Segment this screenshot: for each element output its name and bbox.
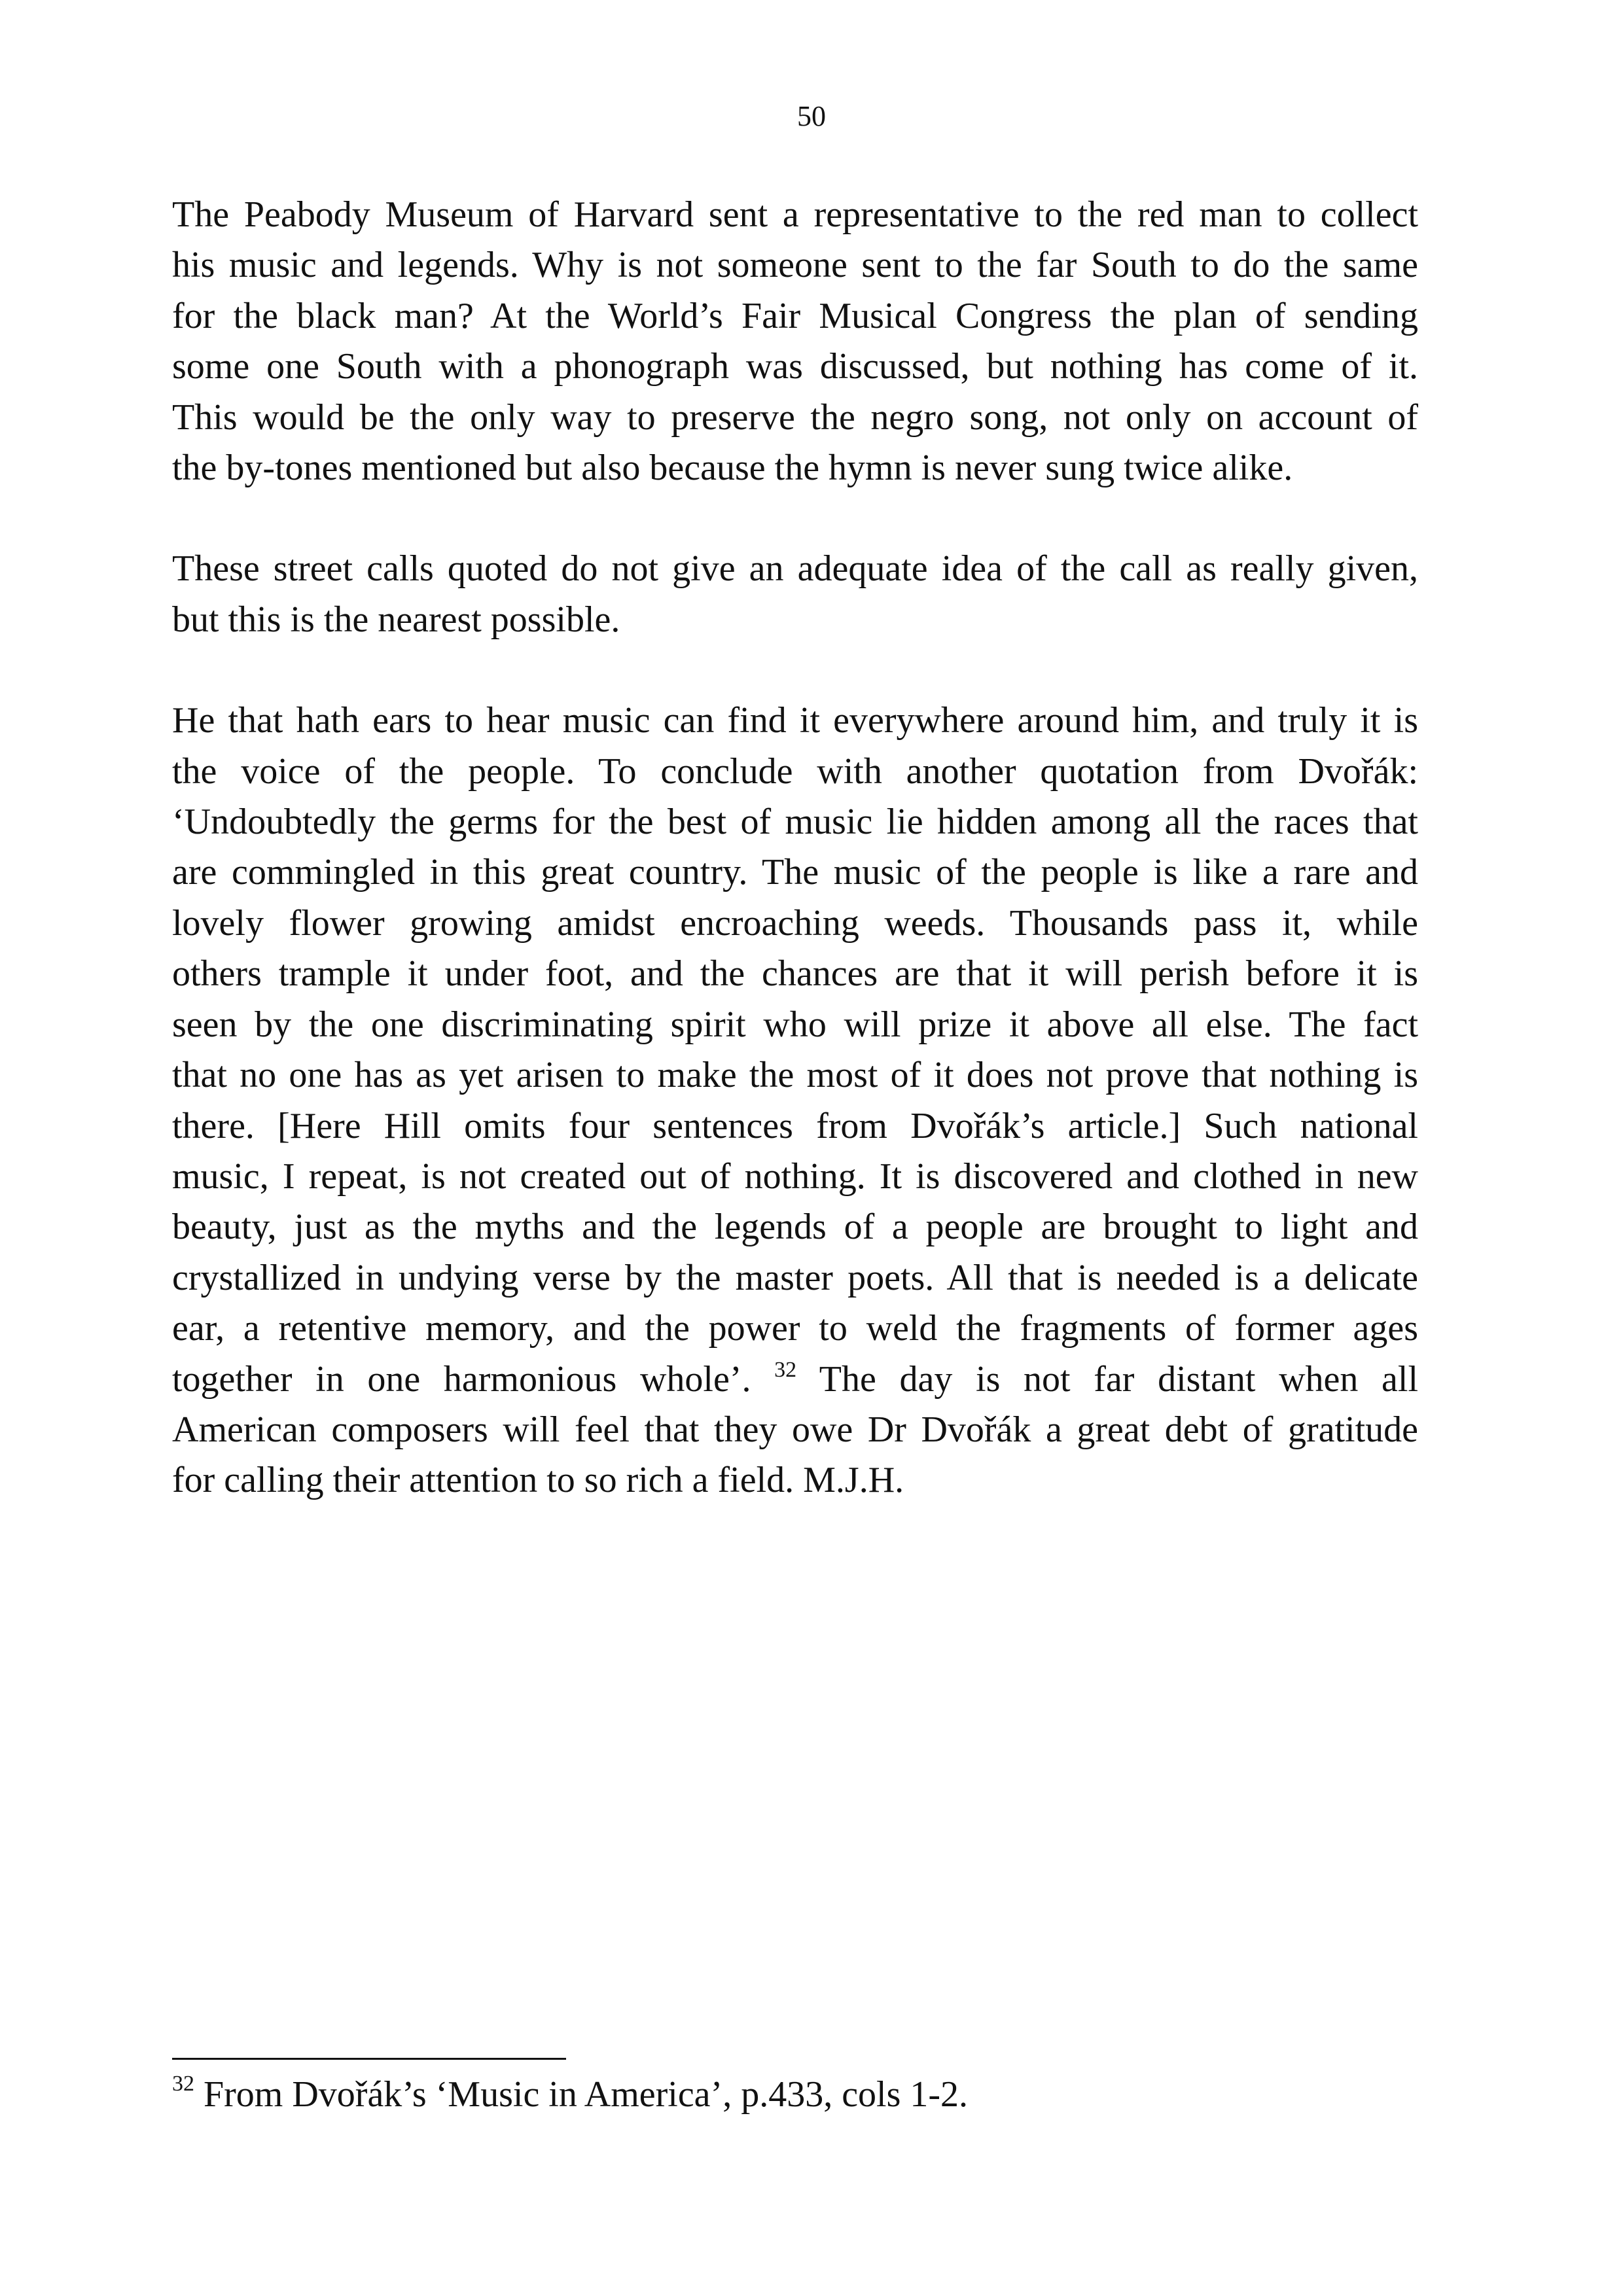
text-line: This would be the only way to preserve the negro song, not only on account of xyxy=(172,397,1418,438)
footnote-text: From Dvořák’s ‘Music in America’, p.433, cols 1-2. xyxy=(204,2074,969,2115)
footnote xyxy=(172,2070,1418,2120)
text-line: but this is the nearest possible. xyxy=(172,599,620,640)
text-line: others trample it under foot, and the chances are that it will perish before it is xyxy=(172,953,1418,995)
paragraph-2 xyxy=(172,544,1418,645)
paragraph-3 xyxy=(172,696,1418,1506)
text-line: crystallized in undying verse by the master poets. All that is needed is a delicate xyxy=(172,1257,1418,1298)
paragraph-1 xyxy=(172,190,1418,493)
body-text xyxy=(172,190,1418,1557)
text-line: his music and legends. Why is not someone sent to the far South to do the same xyxy=(172,245,1418,286)
text-line: for the black man? At the World’s Fair Musical Congress the plan of sending xyxy=(172,295,1418,336)
text-line: are commingled in this great country. The music of the people is like a rare and xyxy=(172,852,1418,893)
text-line: seen by the one discriminating spirit who will prize it above all else. The fact xyxy=(172,1004,1418,1045)
footnote-reference[interactable]: 32 xyxy=(774,1357,797,1382)
text-segment: The day is not far distant when all xyxy=(819,1358,1419,1400)
text-line: some one South with a phonograph was discussed, but nothing has come of it. xyxy=(172,346,1418,387)
text-line-with-footnote xyxy=(172,1354,1418,1405)
text-line: American composers will feel that they owe Dr Dvořák a great debt of gratitude xyxy=(172,1409,1418,1450)
text-line: music, I repeat, is not created out of nothing. It is discovered and clothed in new xyxy=(172,1156,1418,1197)
text-line: He that hath ears to hear music can find it everywhere around him, and truly it is xyxy=(172,700,1418,741)
text-line: ear, a retentive memory, and the power to weld the fragments of former ages xyxy=(172,1308,1418,1349)
text-line: ‘Undoubtedly the germs for the best of music lie hidden among all the races that xyxy=(172,802,1418,843)
footnote-number: 32 xyxy=(172,2072,194,2096)
text-line: the voice of the people. To conclude with another quotation from Dvořák: xyxy=(172,751,1418,792)
text-line: that no one has as yet arisen to make the most of it does not prove that nothing is xyxy=(172,1055,1418,1096)
text-line: The Peabody Museum of Harvard sent a representative to the red man to collect xyxy=(172,194,1418,235)
text-line: the by-tones mentioned but also because the hymn is never sung twice alike. xyxy=(172,448,1293,489)
page-number: 50 xyxy=(797,100,826,132)
text-line: lovely flower growing amidst encroaching weeds. Thousands pass it, while xyxy=(172,902,1418,944)
text-line: there. [Here Hill omits four sentences from Dvořák’s article.] Such national xyxy=(172,1105,1418,1146)
text-line: beauty, just as the myths and the legends of a people are brought to light and xyxy=(172,1207,1418,1248)
text-line: for calling their attention to so rich a field. M.J.H. xyxy=(172,1460,904,1501)
text-segment: together in one harmonious whole’. xyxy=(172,1358,751,1400)
footnote-divider xyxy=(172,2058,566,2060)
text-line: These street calls quoted do not give an adequate idea of the call as really given, xyxy=(172,548,1418,590)
